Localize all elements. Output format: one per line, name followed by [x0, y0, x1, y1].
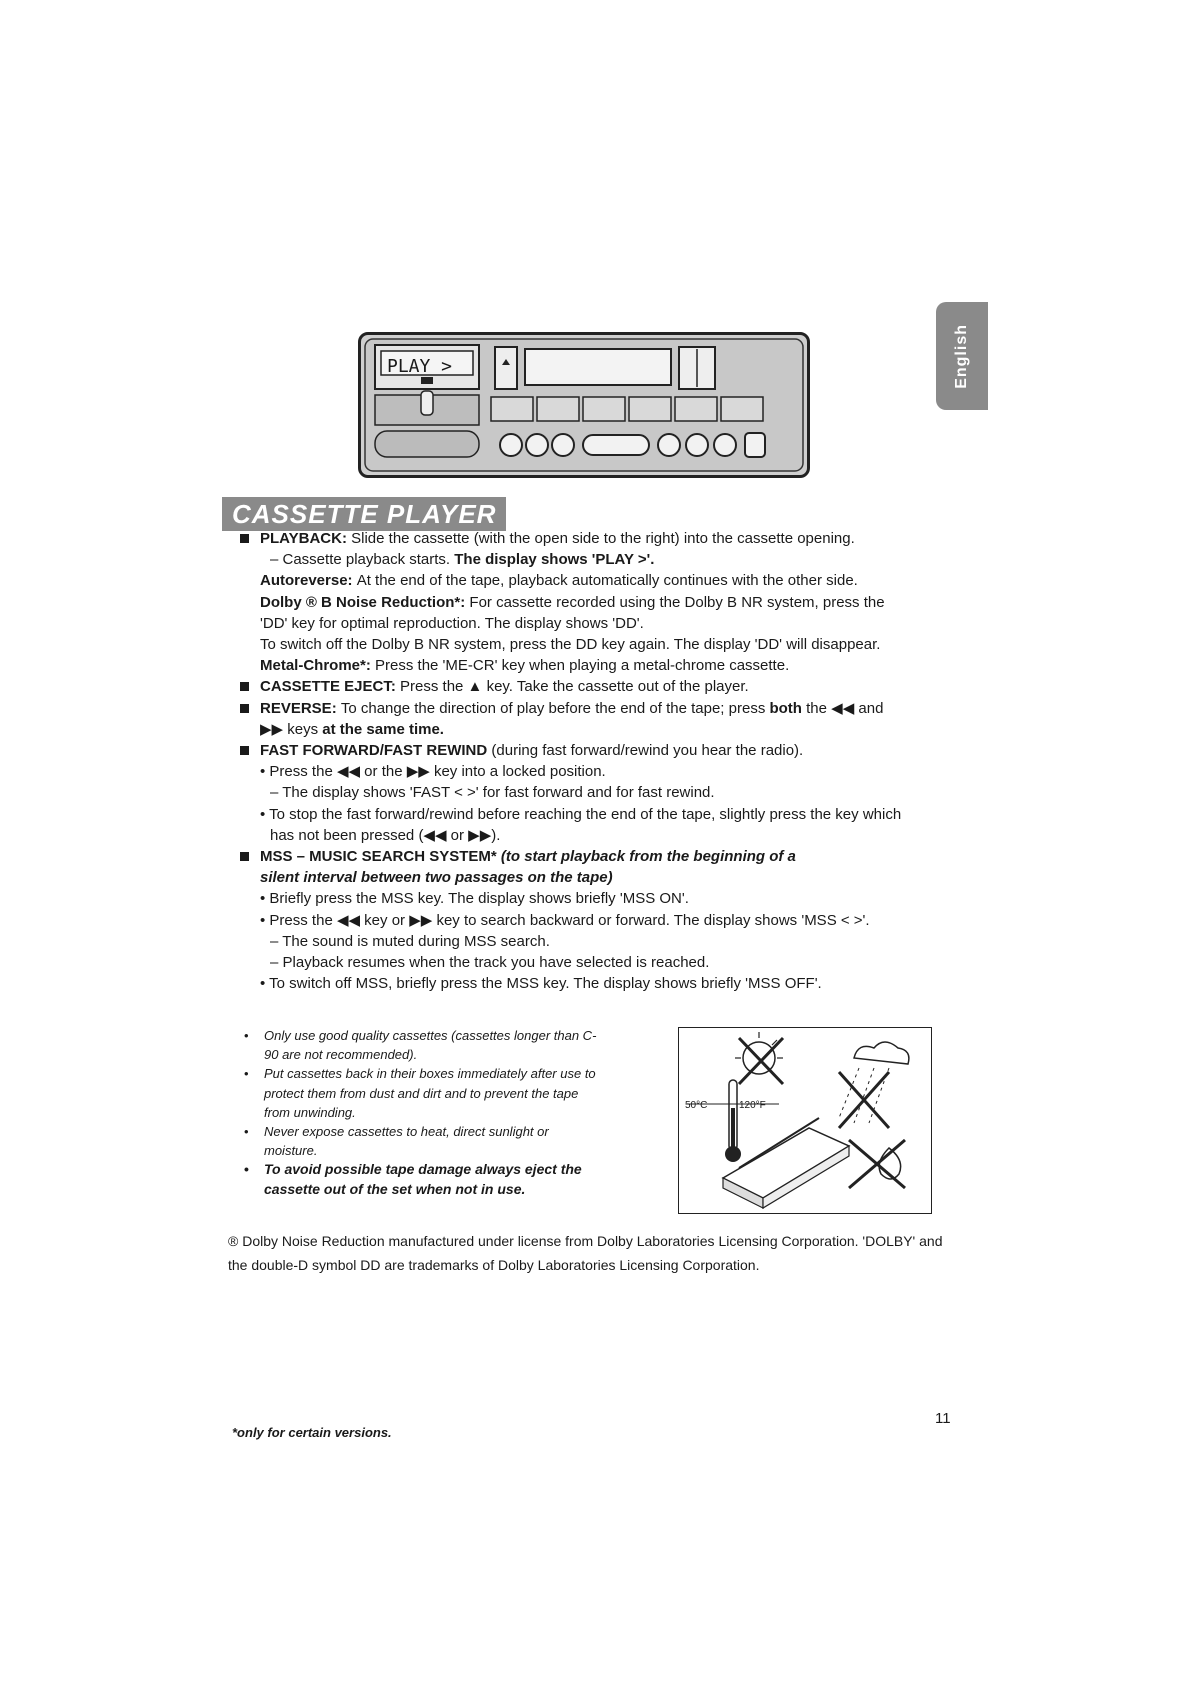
car-radio-illustration	[358, 332, 810, 478]
instruction-line	[238, 676, 938, 697]
dolby-footnote	[228, 1229, 948, 1277]
instruction-line	[238, 634, 938, 655]
instruction-line	[238, 846, 938, 867]
instruction-text: – The sound is muted during MSS search.	[270, 932, 550, 950]
instruction-text: The display shows 'PLAY >'.	[454, 551, 655, 569]
instruction-text: Autoreverse:	[260, 572, 357, 590]
instruction-line	[238, 931, 938, 952]
instruction-line	[238, 549, 938, 570]
cassette-care-illustration	[678, 1027, 932, 1214]
instruction-text: • Press the ◀◀ key or ▶▶ key to search backward or forward. The display shows 'MSS < >'.	[260, 911, 870, 929]
instruction-text: PLAYBACK:	[260, 530, 352, 547]
instruction-line	[238, 570, 938, 591]
instruction-line	[238, 973, 938, 994]
instruction-text: Metal-Chrome*:	[260, 657, 376, 675]
language-tab-label: English	[953, 323, 970, 389]
cassette-care-tips	[242, 1026, 602, 1199]
instructions-content	[238, 528, 938, 994]
instruction-text: • To stop the fast forward/rewind before reaching the end of the tape, slightly press the key which	[260, 805, 902, 823]
instruction-line	[238, 655, 938, 676]
instruction-line	[238, 592, 938, 613]
instruction-text: • Press the ◀◀ or the ▶▶ key into a locked position.	[260, 763, 606, 781]
radio-display-text: PLAY >	[387, 356, 453, 377]
instruction-line	[238, 761, 938, 782]
instruction-line	[238, 782, 938, 803]
instruction-text: the ◀◀ and	[801, 699, 884, 717]
instruction-text: at the same time.	[322, 720, 444, 738]
tip-item: • Never expose cassettes to heat, direct sunlight or moisture.	[242, 1122, 602, 1160]
instruction-line	[238, 952, 938, 973]
instruction-text: (during fast forward/rewind you hear the radio).	[491, 742, 804, 760]
instruction-text: To change the direction of play before the end of the tape; press	[340, 699, 770, 717]
instruction-line	[238, 888, 938, 909]
instruction-line	[238, 528, 938, 549]
instruction-text: Slide the cassette (with the open side to the right) into the cassette opening.	[351, 530, 855, 547]
instruction-line	[238, 740, 938, 761]
instruction-text: FAST FORWARD/FAST REWIND	[260, 742, 492, 760]
instruction-text: 'DD' key for optimal reproduction. The display shows 'DD'.	[260, 614, 644, 632]
tip-item: • Put cassettes back in their boxes immediately after use to protect them from dust and dirt and to prevent the tape from unwinding.	[242, 1064, 602, 1122]
section-title: CASSETTE PLAYER	[222, 497, 506, 531]
instruction-text: – Cassette playback starts.	[270, 551, 455, 569]
tip-item: • Only use good quality cassettes (cassettes longer than C-90 are not recommended).	[242, 1026, 602, 1064]
instruction-text: For cassette recorded using the Dolby B NR system, press the	[469, 593, 885, 611]
language-tab	[936, 302, 988, 410]
instruction-text: silent interval between two passages on the tape)	[260, 869, 613, 887]
tip-item: • To avoid possible tape damage always eject the cassette out of the set when not in use.	[242, 1160, 602, 1198]
instruction-text: has not been pressed (◀◀ or ▶▶).	[270, 826, 501, 844]
footnote-line: the double-D symbol DD are trademarks of Dolby Laboratories Licensing Corporation.	[228, 1257, 760, 1273]
instruction-line	[238, 804, 938, 825]
instruction-text: MSS – MUSIC SEARCH SYSTEM*	[260, 848, 501, 866]
instruction-text: At the end of the tape, playback automatically continues with the other side.	[356, 572, 858, 590]
instruction-text: REVERSE:	[260, 699, 341, 717]
temperature-celsius: 50°C	[685, 1100, 708, 1111]
instruction-text: To switch off the Dolby B NR system, press the DD key again. The display 'DD' will disappear.	[260, 636, 881, 654]
instruction-text: – The display shows 'FAST < >' for fast forward and for fast rewind.	[270, 784, 715, 802]
instruction-text: CASSETTE EJECT:	[260, 678, 401, 696]
footnote-line: ® Dolby Noise Reduction manufactured under license from Dolby Laboratories Licensing Corporation. 'DOLBY' and	[228, 1233, 943, 1249]
instruction-line	[238, 698, 938, 719]
care-drawing	[679, 1028, 930, 1212]
instruction-line	[238, 825, 938, 846]
instruction-text: Press the ▲ key. Take the cassette out of the player.	[400, 678, 749, 696]
instruction-text: Press the 'ME-CR' key when playing a metal-chrome cassette.	[375, 657, 790, 675]
instruction-text: both	[769, 699, 802, 717]
instruction-line	[238, 867, 938, 888]
instruction-line	[238, 719, 938, 740]
instruction-line	[238, 613, 938, 634]
instruction-text: Dolby ® B Noise Reduction*:	[260, 593, 470, 611]
instruction-text: – Playback resumes when the track you have selected is reached.	[270, 954, 710, 972]
temperature-fahrenheit: 120°F	[739, 1100, 766, 1111]
versions-note: *only for certain versions.	[232, 1425, 392, 1440]
instruction-text: • To switch off MSS, briefly press the MSS key. The display shows briefly 'MSS OFF'.	[260, 975, 822, 993]
instruction-text: • Briefly press the MSS key. The display shows briefly 'MSS ON'.	[260, 890, 689, 908]
instruction-text: (to start playback from the beginning of a	[500, 848, 796, 866]
instruction-text: ▶▶ keys	[260, 720, 323, 738]
page-number: 11	[935, 1410, 951, 1427]
instruction-line	[238, 910, 938, 931]
